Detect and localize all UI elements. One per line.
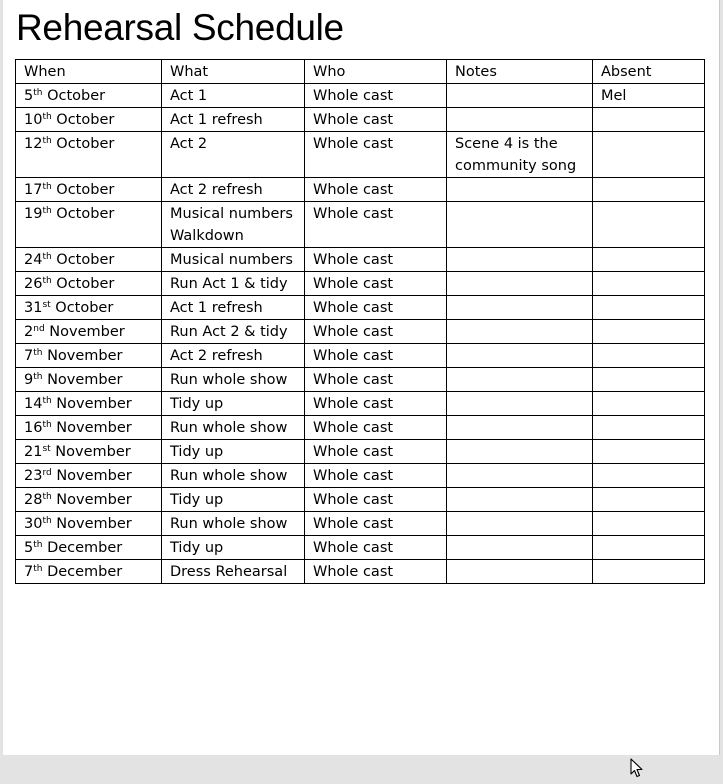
table-row	[16, 132, 705, 178]
date-day: 30	[24, 516, 43, 532]
table-row	[16, 84, 705, 108]
cell-what: Run whole show	[162, 416, 305, 440]
cell-absent	[593, 488, 705, 512]
date-day: 7	[24, 564, 34, 580]
cell-notes	[447, 560, 593, 584]
cell-who: Whole cast	[305, 440, 447, 464]
cell-notes	[447, 272, 593, 296]
table-row	[16, 368, 705, 392]
column-header-notes: Notes	[447, 60, 593, 84]
date-ordinal-suffix: th	[42, 206, 52, 216]
table-body	[16, 84, 705, 584]
table-row	[16, 202, 705, 248]
cell-absent	[593, 320, 705, 344]
table-row	[16, 344, 705, 368]
date-ordinal-suffix: th	[42, 396, 52, 406]
cell-what: Musical numbers	[162, 248, 305, 272]
cell-what: Act 1	[162, 84, 305, 108]
cell-absent	[593, 536, 705, 560]
cell-absent	[593, 296, 705, 320]
table-row	[16, 512, 705, 536]
cell-who: Whole cast	[305, 392, 447, 416]
cell-what: Act 1 refresh	[162, 108, 305, 132]
cell-what: Tidy up	[162, 392, 305, 416]
column-header-who: Who	[305, 60, 447, 84]
cell-who: Whole cast	[305, 512, 447, 536]
cell-what: Run Act 1 & tidy	[162, 272, 305, 296]
date-day: 31	[24, 300, 43, 316]
date-month: November	[56, 396, 132, 412]
cell-notes	[447, 248, 593, 272]
document-page	[3, 0, 720, 755]
cell-when	[16, 440, 162, 464]
cell-absent: Mel	[593, 84, 705, 108]
cell-when	[16, 272, 162, 296]
cell-notes: Scene 4 is the community song	[447, 132, 593, 178]
cell-when	[16, 464, 162, 488]
date-month: December	[47, 564, 123, 580]
cell-who: Whole cast	[305, 296, 447, 320]
table-row	[16, 392, 705, 416]
date-ordinal-suffix: th	[42, 276, 52, 286]
date-ordinal-suffix: st	[42, 444, 51, 454]
date-ordinal-suffix: th	[42, 182, 52, 192]
cell-absent	[593, 464, 705, 488]
cell-when	[16, 108, 162, 132]
cell-notes	[447, 464, 593, 488]
date-ordinal-suffix: th	[33, 348, 43, 358]
page-title: Rehearsal Schedule	[16, 7, 344, 48]
date-ordinal-suffix: th	[42, 112, 52, 122]
date-month: October	[47, 88, 106, 104]
date-month: December	[47, 540, 123, 556]
table-row	[16, 440, 705, 464]
column-header-absent: Absent	[593, 60, 705, 84]
date-day: 5	[24, 88, 34, 104]
cell-when	[16, 392, 162, 416]
date-day: 24	[24, 252, 43, 268]
cell-notes	[447, 108, 593, 132]
cell-what: Act 2 refresh	[162, 178, 305, 202]
cell-notes	[447, 392, 593, 416]
cell-notes	[447, 416, 593, 440]
cell-when	[16, 296, 162, 320]
cell-absent	[593, 368, 705, 392]
date-month: October	[55, 300, 114, 316]
cell-when	[16, 132, 162, 178]
date-ordinal-suffix: rd	[42, 468, 52, 478]
date-ordinal-suffix: th	[33, 372, 43, 382]
cell-who: Whole cast	[305, 464, 447, 488]
cell-absent	[593, 202, 705, 248]
cell-notes	[447, 178, 593, 202]
date-day: 12	[24, 136, 43, 152]
cell-what: Dress Rehearsal	[162, 560, 305, 584]
cell-absent	[593, 344, 705, 368]
cell-who: Whole cast	[305, 272, 447, 296]
cell-when	[16, 368, 162, 392]
cell-absent	[593, 560, 705, 584]
date-month: October	[56, 276, 115, 292]
cell-when	[16, 344, 162, 368]
cell-when	[16, 202, 162, 248]
table-row	[16, 320, 705, 344]
cell-when	[16, 488, 162, 512]
date-day: 5	[24, 540, 34, 556]
cell-what: Run whole show	[162, 368, 305, 392]
cell-what: Tidy up	[162, 536, 305, 560]
cell-who: Whole cast	[305, 344, 447, 368]
table-row	[16, 178, 705, 202]
date-ordinal-suffix: nd	[33, 324, 45, 334]
date-ordinal-suffix: st	[42, 300, 51, 310]
cell-absent	[593, 440, 705, 464]
table-row	[16, 272, 705, 296]
cell-what: Act 1 refresh	[162, 296, 305, 320]
cell-who: Whole cast	[305, 202, 447, 248]
cell-who: Whole cast	[305, 488, 447, 512]
cell-absent	[593, 248, 705, 272]
cell-notes	[447, 296, 593, 320]
date-day: 14	[24, 396, 43, 412]
cell-notes	[447, 202, 593, 248]
table-row	[16, 416, 705, 440]
date-month: November	[56, 516, 132, 532]
cell-absent	[593, 132, 705, 178]
date-ordinal-suffix: th	[42, 516, 52, 526]
column-header-what: What	[162, 60, 305, 84]
cell-notes	[447, 488, 593, 512]
cell-what: Run whole show	[162, 512, 305, 536]
date-ordinal-suffix: th	[42, 252, 52, 262]
date-ordinal-suffix: th	[33, 564, 43, 574]
cell-when	[16, 320, 162, 344]
date-month: October	[56, 136, 115, 152]
date-day: 19	[24, 206, 43, 222]
cell-who: Whole cast	[305, 248, 447, 272]
schedule-table	[15, 59, 705, 584]
cell-who: Whole cast	[305, 320, 447, 344]
cell-what: Musical numbers Walkdown	[162, 202, 305, 248]
date-day: 23	[24, 468, 43, 484]
cell-who: Whole cast	[305, 108, 447, 132]
date-day: 16	[24, 420, 43, 436]
date-month: October	[56, 182, 115, 198]
date-month: October	[56, 252, 115, 268]
date-day: 9	[24, 372, 34, 388]
cell-notes	[447, 536, 593, 560]
cell-notes	[447, 440, 593, 464]
cell-what: Run whole show	[162, 464, 305, 488]
date-month: November	[47, 372, 123, 388]
cell-when	[16, 84, 162, 108]
date-ordinal-suffix: th	[33, 88, 43, 98]
cell-what: Tidy up	[162, 440, 305, 464]
date-month: November	[55, 444, 131, 460]
cell-what: Tidy up	[162, 488, 305, 512]
date-month: October	[56, 206, 115, 222]
table-row	[16, 464, 705, 488]
table-header-row	[16, 60, 705, 84]
cell-notes	[447, 320, 593, 344]
date-day: 28	[24, 492, 43, 508]
table-row	[16, 248, 705, 272]
cell-absent	[593, 272, 705, 296]
date-day: 21	[24, 444, 43, 460]
date-day: 10	[24, 112, 43, 128]
date-day: 7	[24, 348, 34, 364]
cell-who: Whole cast	[305, 368, 447, 392]
cell-who: Whole cast	[305, 560, 447, 584]
table-row	[16, 296, 705, 320]
date-month: November	[47, 348, 123, 364]
cell-notes	[447, 344, 593, 368]
cell-notes	[447, 84, 593, 108]
date-month: November	[56, 492, 132, 508]
cell-who: Whole cast	[305, 84, 447, 108]
date-month: October	[56, 112, 115, 128]
date-ordinal-suffix: th	[33, 540, 43, 550]
cell-when	[16, 560, 162, 584]
cell-when	[16, 178, 162, 202]
date-day: 26	[24, 276, 43, 292]
cell-when	[16, 416, 162, 440]
date-ordinal-suffix: th	[42, 136, 52, 146]
date-ordinal-suffix: th	[42, 492, 52, 502]
cell-what: Act 2	[162, 132, 305, 178]
table-row	[16, 536, 705, 560]
cell-who: Whole cast	[305, 416, 447, 440]
table-row	[16, 560, 705, 584]
cell-absent	[593, 108, 705, 132]
cell-when	[16, 536, 162, 560]
table-row	[16, 108, 705, 132]
table-row	[16, 488, 705, 512]
date-day: 17	[24, 182, 43, 198]
cell-absent	[593, 178, 705, 202]
cell-what: Act 2 refresh	[162, 344, 305, 368]
cell-notes	[447, 368, 593, 392]
cell-who: Whole cast	[305, 178, 447, 202]
mouse-pointer-icon	[630, 758, 644, 778]
date-day: 2	[24, 324, 34, 340]
cell-when	[16, 512, 162, 536]
column-header-when: When	[16, 60, 162, 84]
date-month: November	[49, 324, 125, 340]
cell-absent	[593, 512, 705, 536]
date-month: November	[56, 468, 132, 484]
cell-absent	[593, 416, 705, 440]
cell-absent	[593, 392, 705, 416]
date-month: November	[56, 420, 132, 436]
cell-notes	[447, 512, 593, 536]
date-ordinal-suffix: th	[42, 420, 52, 430]
cell-who: Whole cast	[305, 536, 447, 560]
cell-when	[16, 248, 162, 272]
cell-who: Whole cast	[305, 132, 447, 178]
cell-what: Run Act 2 & tidy	[162, 320, 305, 344]
